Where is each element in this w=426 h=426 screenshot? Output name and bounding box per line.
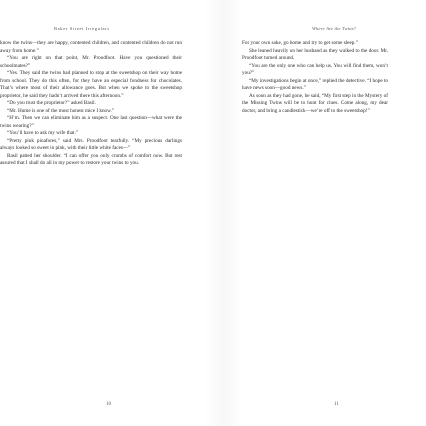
right-page-number: 11 (334, 402, 339, 407)
paragraph: For your own sake, go home and try to get some sleep.” (242, 40, 358, 46)
paragraph: know the twins—they are happy, contented children, and contented children do not run away from home.” (0, 40, 182, 54)
paragraph: “You are right on that point, Mr. Proodfoot. Have you questioned their schoolmates?” (0, 55, 182, 69)
paragraph: “You are the only one who can help us. You will find them, won’t you?” (242, 62, 388, 76)
paragraph: Basil patted her shoulder. “I can offer you only crumbs of comfort now. But rest assured that I shall do all in my power to restore your twins to you. (0, 152, 182, 166)
gutter (205, 0, 242, 426)
left-page-text (0, 40, 182, 168)
paragraph: As soon as they had gone, he said, “My first step in the Mystery of the Missing Twins will be to hunt for clues. Come along, my dear doctor, and bring a candlestick—we’re off to the sweetshop!” (242, 92, 388, 114)
paragraph: “Mr. Hume is one of the most honest mice I know.” (7, 107, 115, 114)
right-page-text (242, 40, 388, 115)
paragraph: “You’ll have to ask my wife that.” (7, 130, 79, 136)
right-running-head: Where Are the Twins? (312, 26, 357, 31)
paragraph: “My investigations begin at once,” replied the detective. “I hope to have news soon—good news.” (242, 77, 388, 91)
paragraph: “H’m. Then we can eliminate him as a suspect. One last question—what were the twins wearing?” (0, 115, 182, 129)
paragraph: “Yes. They said the twins had planned to stop at the sweetshop on their way home from school. They do this often, for they have an especial fondness for chocolates. That’s where most of their allowance goes. But when we spoke to the sweetshop proprietor, he said they hadn’t arrived there this afternoon.” (0, 70, 182, 99)
paragraph: “Do you trust the proprietor?” asked Basil. (7, 100, 96, 106)
right-page (242, 0, 426, 426)
left-running-head: Baker Street Irregulars (54, 26, 110, 31)
paragraph: “Pretty pink pinafores,” said Mrs. Proodfoot tearfully. “My precious darlings always looked so sweet in pink, with their little white faces—” (0, 137, 182, 151)
left-page (0, 0, 205, 426)
left-page-number: 10 (106, 402, 111, 407)
paragraph: She leaned heavily on her husband as they walked to the door. Mr. Proodfoot turned around. (242, 47, 388, 61)
